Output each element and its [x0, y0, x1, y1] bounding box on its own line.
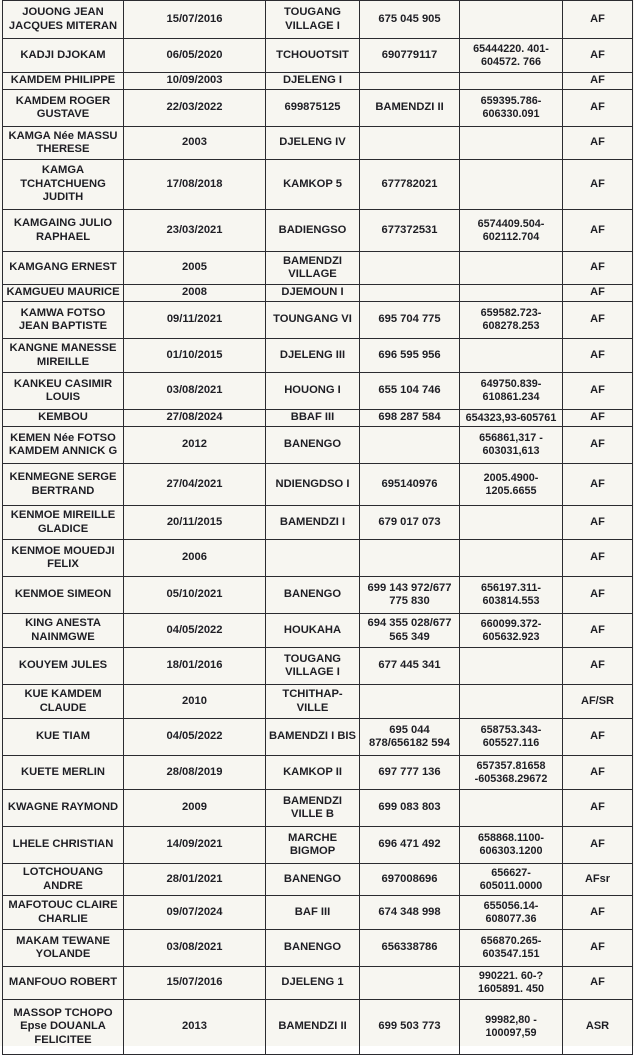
table-row [3, 90, 633, 127]
cell-location: DJEMOUN I [266, 285, 360, 302]
cell-location [266, 540, 360, 577]
cell-location: DJELENG IV [266, 127, 360, 160]
cell-date: 2012 [124, 427, 266, 464]
cell-name: LHELE CHRISTIAN [3, 827, 124, 864]
cell-coordinates: 655056.14-608077.36 [460, 896, 563, 930]
cell-coordinates [460, 685, 563, 719]
cell-phone: 674 348 998 [360, 896, 460, 930]
cell-status: AF [563, 614, 633, 648]
table-row [3, 930, 633, 967]
cell-coordinates [460, 127, 563, 160]
cell-name: LOTCHOUANG ANDRE [3, 864, 124, 896]
cell-name: MANFOUO ROBERT [3, 967, 124, 1000]
cell-date: 23/03/2021 [124, 210, 266, 252]
table-row [3, 302, 633, 339]
cell-status: AF [563, 410, 633, 427]
table-row [3, 756, 633, 790]
cell-phone [360, 127, 460, 160]
table-row [3, 73, 633, 90]
table-row [3, 967, 633, 1000]
cell-name: KAMGAING JULIO RAPHAEL [3, 210, 124, 252]
cell-status: AF/SR [563, 685, 633, 719]
cell-coordinates: 656870.265-603547.151 [460, 930, 563, 967]
cell-status: AF [563, 1, 633, 39]
cell-status: AF [563, 896, 633, 930]
cell-coordinates: 659582.723-608278.253 [460, 302, 563, 339]
cell-coordinates [460, 648, 563, 685]
cell-location: TOUNGANG VI [266, 302, 360, 339]
cell-coordinates [460, 1, 563, 39]
cell-location: BADIENGSO [266, 210, 360, 252]
cell-phone: 699 083 803 [360, 790, 460, 827]
cell-coordinates: 649750.839-610861.234 [460, 373, 563, 410]
cell-status: AF [563, 73, 633, 90]
cell-location: DJELENG III [266, 339, 360, 373]
cell-coordinates: 656197.311-603814.553 [460, 577, 563, 614]
cell-location: KAMKOP II [266, 756, 360, 790]
table-row [3, 827, 633, 864]
cell-location: BAMENDZI I [266, 506, 360, 540]
cell-coordinates: 656861,317 - 603031,613 [460, 427, 563, 464]
cell-date: 06/05/2020 [124, 39, 266, 73]
cell-phone: 675 045 905 [360, 1, 460, 39]
cell-date: 05/10/2021 [124, 577, 266, 614]
cell-status: AF [563, 827, 633, 864]
cell-coordinates: 654323,93-605761 [460, 410, 563, 427]
cell-date: 27/08/2024 [124, 410, 266, 427]
cell-location: BANENGO [266, 427, 360, 464]
cell-name: KAMDEM PHILIPPE [3, 73, 124, 90]
cell-location: DJELENG I [266, 73, 360, 90]
cell-location: NDIENGDSO I [266, 464, 360, 506]
cell-location: BAMENDZI II [266, 1000, 360, 1055]
cell-coordinates [460, 339, 563, 373]
cell-date: 2003 [124, 127, 266, 160]
table-row [3, 410, 633, 427]
cell-location: HOUONG I [266, 373, 360, 410]
cell-date: 14/09/2021 [124, 827, 266, 864]
cell-date: 2005 [124, 252, 266, 285]
cell-location: TOUGANG VILLAGE I [266, 648, 360, 685]
cell-status: AF [563, 90, 633, 127]
cell-phone: 679 017 073 [360, 506, 460, 540]
cell-coordinates: 99982,80 - 100097,59 [460, 1000, 563, 1055]
table-row [3, 373, 633, 410]
cell-status: AF [563, 648, 633, 685]
cell-name: MAKAM TEWANE YOLANDE [3, 930, 124, 967]
cell-phone: BAMENDZI II [360, 90, 460, 127]
cell-name: KADJI DJOKAM [3, 39, 124, 73]
cell-location: TCHITHAP-VILLE [266, 685, 360, 719]
cell-name: KUETE MERLIN [3, 756, 124, 790]
cell-date: 20/11/2015 [124, 506, 266, 540]
cell-name: KAMGANG ERNEST [3, 252, 124, 285]
cell-phone: 695140976 [360, 464, 460, 506]
cell-name: KEMBOU [3, 410, 124, 427]
cell-location: TCHOUOTSIT [266, 39, 360, 73]
cell-date: 09/07/2024 [124, 896, 266, 930]
cell-phone: 690779117 [360, 39, 460, 73]
table-row [3, 540, 633, 577]
cell-status: AFsr [563, 864, 633, 896]
cell-phone: 677 445 341 [360, 648, 460, 685]
table-row [3, 39, 633, 73]
cell-date: 17/08/2018 [124, 160, 266, 210]
cell-date: 01/10/2015 [124, 339, 266, 373]
cell-date: 04/05/2022 [124, 614, 266, 648]
cell-status: AF [563, 427, 633, 464]
cell-coordinates [460, 252, 563, 285]
cell-phone [360, 967, 460, 1000]
cell-date: 18/01/2016 [124, 648, 266, 685]
cell-location: BAMENDZI I BIS [266, 719, 360, 756]
cell-name: KENMOE MOUEDJI FELIX [3, 540, 124, 577]
cell-phone: 656338786 [360, 930, 460, 967]
cell-name: KUE KAMDEM CLAUDE [3, 685, 124, 719]
cell-name: KUE TIAM [3, 719, 124, 756]
cell-location: BANENGO [266, 864, 360, 896]
cell-phone: 696 595 956 [360, 339, 460, 373]
cell-date: 28/08/2019 [124, 756, 266, 790]
cell-coordinates: 659395.786-606330.091 [460, 90, 563, 127]
cell-status: AF [563, 756, 633, 790]
cell-name: KAMWA FOTSO JEAN BAPTISTE [3, 302, 124, 339]
cell-phone: 694 355 028/677 565 349 [360, 614, 460, 648]
cell-name: KAMDEM ROGER GUSTAVE [3, 90, 124, 127]
cell-phone: 697008696 [360, 864, 460, 896]
cell-status: AF [563, 127, 633, 160]
cell-coordinates: 658753.343-605527.116 [460, 719, 563, 756]
cell-location: MARCHE BIGMOP [266, 827, 360, 864]
cell-date: 28/01/2021 [124, 864, 266, 896]
cell-phone: 677782021 [360, 160, 460, 210]
cell-name: KANGNE MANESSE MIREILLE [3, 339, 124, 373]
cell-location: BANENGO [266, 930, 360, 967]
cell-coordinates: 65444220. 401-604572. 766 [460, 39, 563, 73]
table-row [3, 252, 633, 285]
cell-phone: 696 471 492 [360, 827, 460, 864]
cell-coordinates: 660099.372-605632.923 [460, 614, 563, 648]
cell-phone: 655 104 746 [360, 373, 460, 410]
cell-status: AF [563, 285, 633, 302]
table-row [3, 864, 633, 896]
cell-date: 22/03/2022 [124, 90, 266, 127]
cell-phone: 699 143 972/677 775 830 [360, 577, 460, 614]
cell-date: 2009 [124, 790, 266, 827]
cell-coordinates [460, 506, 563, 540]
table-row [3, 339, 633, 373]
cell-status: AF [563, 790, 633, 827]
table-row [3, 127, 633, 160]
cell-phone: 697 777 136 [360, 756, 460, 790]
cell-phone [360, 540, 460, 577]
cell-location: TOUGANG VILLAGE I [266, 1, 360, 39]
cell-name: KAMGA Née MASSU THERESE [3, 127, 124, 160]
records-table-body [3, 1, 633, 1055]
records-table [2, 0, 633, 1055]
cell-phone: 699 503 773 [360, 1000, 460, 1055]
cell-name: MASSOP TCHOPO Epse DOUANLA FELICITEE [3, 1000, 124, 1055]
table-row [3, 719, 633, 756]
cell-coordinates [460, 160, 563, 210]
cell-status: AF [563, 930, 633, 967]
cell-name: KOUYEM JULES [3, 648, 124, 685]
cell-location: KAMKOP 5 [266, 160, 360, 210]
table-row [3, 614, 633, 648]
cell-date: 15/07/2016 [124, 967, 266, 1000]
cell-date: 03/08/2021 [124, 930, 266, 967]
cell-date: 04/05/2022 [124, 719, 266, 756]
table-row [3, 506, 633, 540]
cell-name: KENMEGNE SERGE BERTRAND [3, 464, 124, 506]
cell-name: KANKEU CASIMIR LOUIS [3, 373, 124, 410]
cell-phone [360, 252, 460, 285]
cell-phone: 677372531 [360, 210, 460, 252]
cell-status: AF [563, 719, 633, 756]
cell-date: 2008 [124, 285, 266, 302]
cell-date: 2006 [124, 540, 266, 577]
cell-status: ASR [563, 1000, 633, 1055]
cell-phone [360, 285, 460, 302]
cell-status: AF [563, 540, 633, 577]
cell-status: AF [563, 967, 633, 1000]
table-row [3, 648, 633, 685]
cell-phone [360, 73, 460, 90]
cell-coordinates [460, 540, 563, 577]
cell-name: KENMOE SIMEON [3, 577, 124, 614]
cell-date: 09/11/2021 [124, 302, 266, 339]
cell-phone: 698 287 584 [360, 410, 460, 427]
cell-status: AF [563, 210, 633, 252]
cell-coordinates [460, 790, 563, 827]
cell-coordinates: 6574409.504-602112.704 [460, 210, 563, 252]
cell-status: AF [563, 302, 633, 339]
cell-coordinates [460, 73, 563, 90]
cell-status: AF [563, 464, 633, 506]
cell-date: 10/09/2003 [124, 73, 266, 90]
cell-location: HOUKAHA [266, 614, 360, 648]
cell-status: AF [563, 506, 633, 540]
cell-status: AF [563, 373, 633, 410]
cell-date: 2010 [124, 685, 266, 719]
cell-name: KENMOE MIREILLE GLADICE [3, 506, 124, 540]
cell-name: MAFOTOUC CLAIRE CHARLIE [3, 896, 124, 930]
table-row [3, 427, 633, 464]
cell-status: AF [563, 577, 633, 614]
table-row [3, 1000, 633, 1055]
table-row [3, 464, 633, 506]
cell-location: BAMENDZI VILLE B [266, 790, 360, 827]
table-row [3, 790, 633, 827]
cell-status: AF [563, 252, 633, 285]
cell-status: AF [563, 39, 633, 73]
cell-date: 2013 [124, 1000, 266, 1055]
table-row [3, 160, 633, 210]
table-row [3, 896, 633, 930]
cell-name: KWAGNE RAYMOND [3, 790, 124, 827]
cell-location: DJELENG 1 [266, 967, 360, 1000]
cell-coordinates: 657357.81658 -605368.29672 [460, 756, 563, 790]
cell-phone: 695 044 878/656182 594 [360, 719, 460, 756]
cell-location: BAF III [266, 896, 360, 930]
table-row [3, 577, 633, 614]
table-row [3, 285, 633, 302]
cell-phone [360, 427, 460, 464]
cell-coordinates: 656627-605011.0000 [460, 864, 563, 896]
cell-status: AF [563, 339, 633, 373]
cell-location: 699875125 [266, 90, 360, 127]
cell-coordinates: 658868.1100-606303.1200 [460, 827, 563, 864]
table-row [3, 1, 633, 39]
cell-name: JOUONG JEAN JACQUES MITERAN [3, 1, 124, 39]
table-row [3, 210, 633, 252]
cell-date: 27/04/2021 [124, 464, 266, 506]
cell-phone: 695 704 775 [360, 302, 460, 339]
cell-date: 03/08/2021 [124, 373, 266, 410]
cell-status: AF [563, 160, 633, 210]
cell-date: 15/07/2016 [124, 1, 266, 39]
cell-name: KAMGUEU MAURICE [3, 285, 124, 302]
table-row [3, 685, 633, 719]
cell-location: BAMENDZI VILLAGE [266, 252, 360, 285]
cell-coordinates: 990221. 60-? 1605891. 450 [460, 967, 563, 1000]
cell-location: BBAF III [266, 410, 360, 427]
cell-coordinates: 2005.4900-1205.6655 [460, 464, 563, 506]
cell-location: BANENGO [266, 577, 360, 614]
cell-name: KING ANESTA NAINMGWE [3, 614, 124, 648]
cell-phone [360, 685, 460, 719]
cell-name: KAMGA TCHATCHUENG JUDITH [3, 160, 124, 210]
cell-name: KEMEN Née FOTSO KAMDEM ANNICK G [3, 427, 124, 464]
cell-coordinates [460, 285, 563, 302]
